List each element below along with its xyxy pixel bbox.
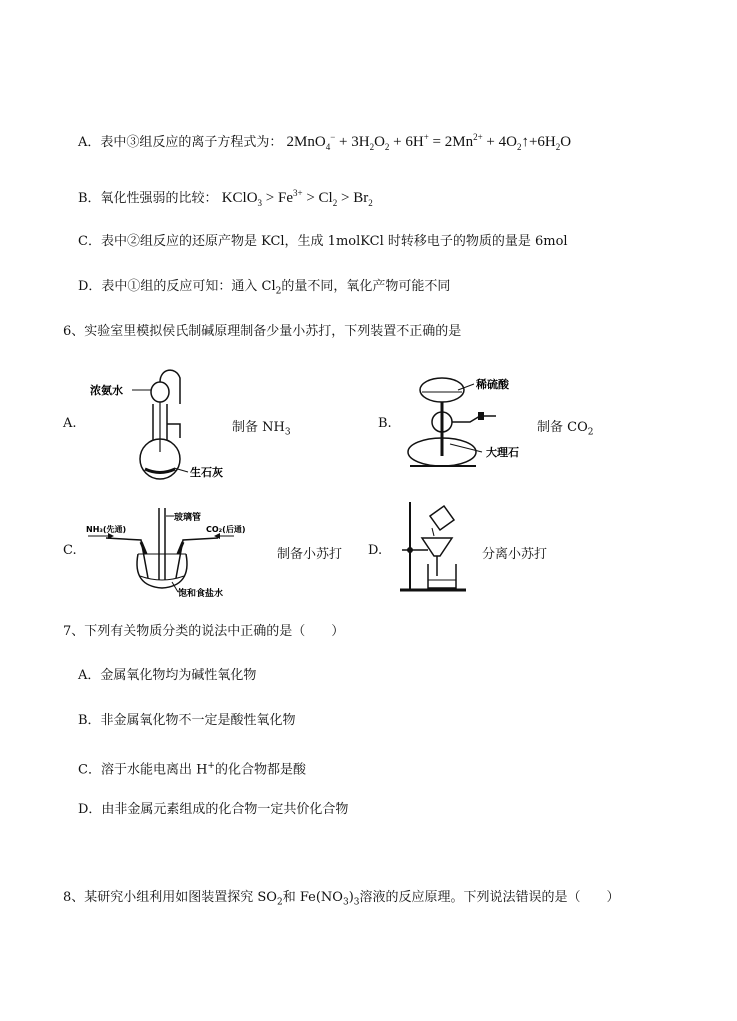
q6-option-b-caption: 制备 $CO_2$ — [537, 420, 594, 438]
q6-stem: 6、实验室里模拟侯氏制碱原理制备少量小苏打，下列装置不正确的是 — [63, 324, 462, 339]
q6-option-d-caption: 分离小苏打 — [482, 547, 548, 562]
co2-figure-label-top: 稀硫酸 — [476, 378, 509, 391]
baking-soda-apparatus-figure — [86, 506, 276, 598]
q5-option-b-comparison: KClO$_3$ > $Fe^{3+} > Cl_2 > Br_2$ — [221, 188, 373, 208]
q6-option-a-label: A. — [63, 416, 77, 431]
filtration-apparatus-figure — [396, 500, 476, 596]
q5-option-b: B．氧化性强弱的比较： KClO$_3$ > $Fe^{3+} > Cl_2 > Br_2$ — [78, 188, 373, 208]
co2-figure-label-bottom: 大理石 — [486, 446, 519, 459]
ammonia-figure-label-bottom: 生石灰 — [190, 466, 223, 479]
ammonia-figure-label-top: 浓氨水 — [90, 384, 123, 397]
q6-option-c-label: C. — [63, 543, 77, 558]
q6-option-b-label: B. — [378, 416, 392, 431]
q7-option-c: C．溶于水能电离出 H+的化合物都是酸 — [78, 761, 306, 778]
q7-stem: 7、下列有关物质分类的说法中正确的是（ ） — [63, 624, 345, 639]
q5-option-a-equation: $2MnO_4^- + 3H_2O_2 + 6H^+ = 2Mn^{2+}$ + $4O_2↑+6H_2O$ — [286, 132, 572, 152]
q7-option-b: B．非金属氧化物不一定是酸性氧化物 — [78, 713, 296, 728]
baking-soda-figure-label-nh3: NH₃(先通) — [86, 525, 127, 534]
baking-soda-figure-label-tube: 玻璃管 — [174, 513, 202, 523]
q6-option-d-label: D. — [368, 543, 383, 558]
ammonia-apparatus-figure — [90, 364, 230, 484]
co2-apparatus-figure — [400, 374, 545, 478]
q8-stem: 8、某研究小组利用如图装置探究 $SO_2$和 $Fe(NO_3)_3$溶液的反应原理。下列说法错误的是（ ） — [63, 890, 620, 908]
q6-option-a-caption: 制备 $NH_3$ — [232, 420, 291, 438]
baking-soda-figure-label-co2: CO₂(后通) — [206, 525, 246, 534]
q5-option-a: A．表中③组反应的离子方程式为： $2MnO_4^- + 3H_2O_2 + 6H^+ = 2Mn^{2+}$ + $4O_2↑+6H_2O$ — [78, 132, 572, 152]
q5-option-c: C．表中②组反应的还原产物是 KCl，生成 1molKCl 时转移电子的物质的量是 6mol — [78, 234, 568, 249]
q7-option-a: A．金属氧化物均为碱性氧化物 — [78, 668, 257, 683]
q7-option-d: D．由非金属元素组成的化合物一定共价化合物 — [78, 802, 349, 817]
baking-soda-figure-label-bottom: 饱和食盐水 — [178, 589, 224, 598]
q5-option-d: D．表中①组的反应可知：通入 $Cl_2$的量不同，氧化产物可能不同 — [78, 279, 451, 297]
q6-option-c-caption: 制备小苏打 — [277, 547, 343, 562]
